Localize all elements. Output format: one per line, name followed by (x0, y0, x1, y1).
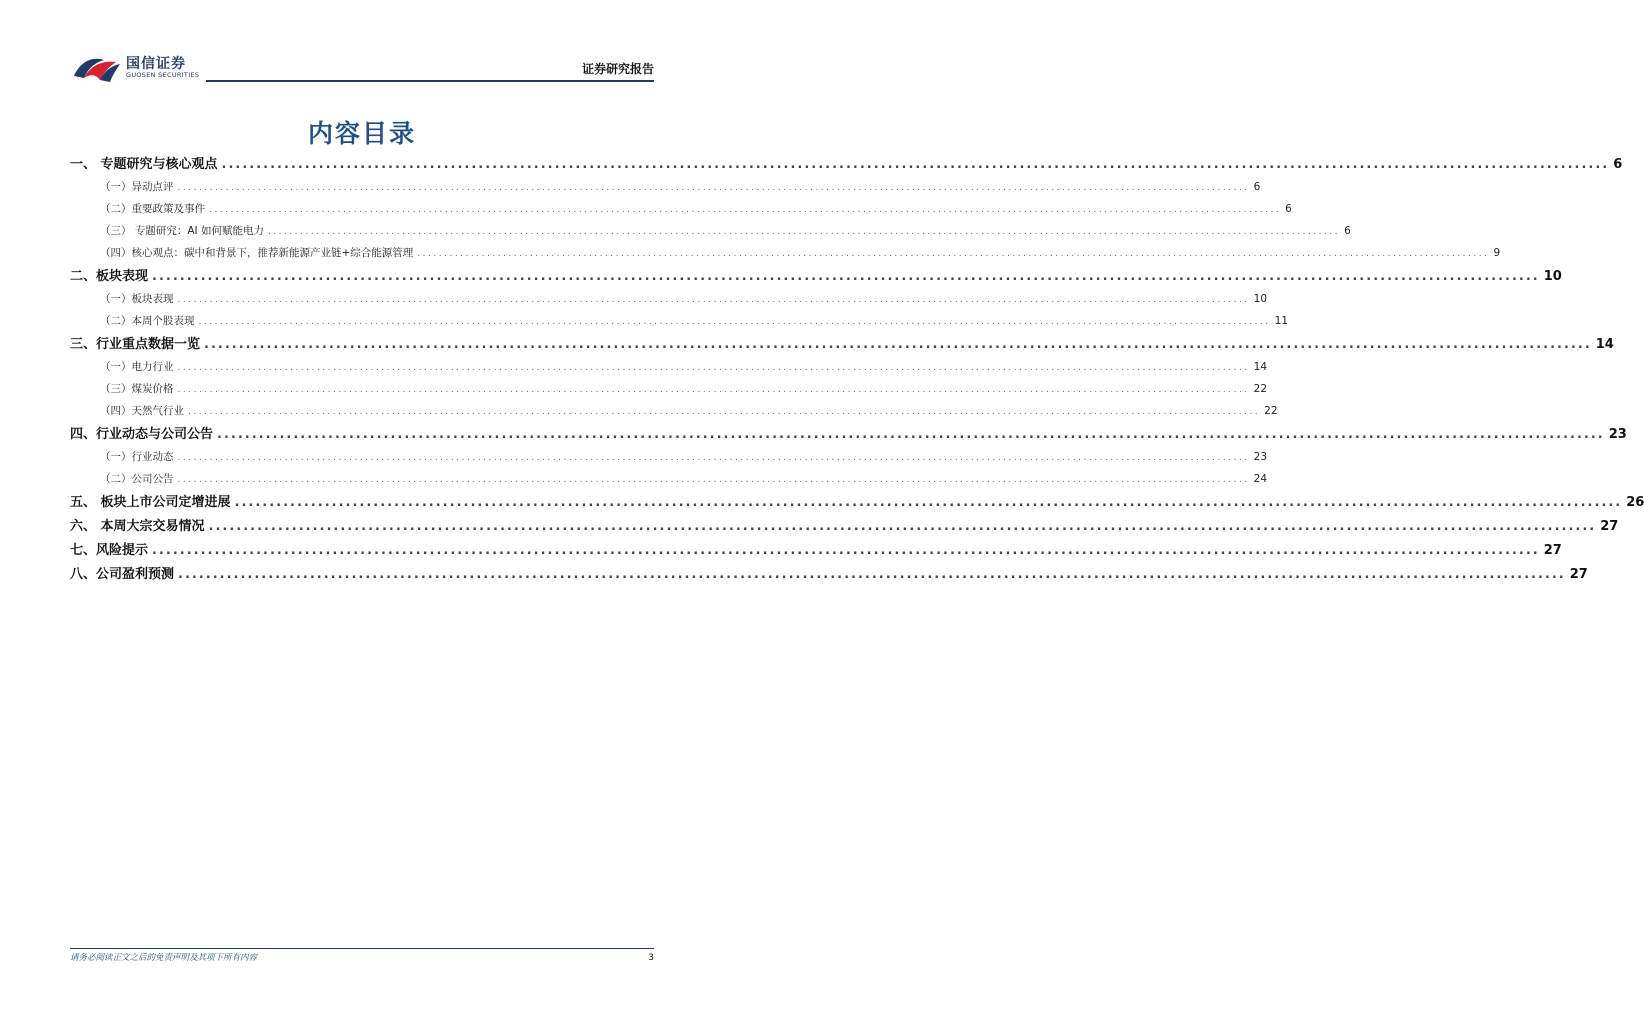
toc-entry-label: （三） 专题研究：AI 如何赋能电力 (100, 225, 264, 237)
toc-dot-leader: ........................................................................................................................................................................................................ (178, 567, 1566, 582)
toc-entry-page: 6 (1344, 225, 1351, 237)
toc-section-entry[interactable] (70, 564, 1588, 586)
toc-dot-leader: ........................................................................................................................................................................................................ (417, 249, 1490, 259)
toc-dot-leader: ........................................................................................................................................................................................................ (217, 427, 1605, 442)
toc-entry-label: （一）行业动态 (100, 451, 174, 463)
toc-subsection-entry[interactable] (70, 242, 1501, 264)
toc-entry-label: （一）板块表现 (100, 293, 174, 305)
toc-entry-page: 10 (1543, 269, 1562, 284)
toc-entry-page: 24 (1253, 473, 1268, 485)
page-header (0, 0, 724, 90)
toc-section-entry[interactable] (70, 266, 1562, 288)
toc-entry-page: 14 (1253, 361, 1268, 373)
toc-entry-label: 五、 板块上市公司定增进展 (70, 495, 231, 510)
toc-entry-label: 七、风险提示 (70, 543, 149, 558)
page-number: 3 (648, 953, 654, 963)
toc-entry-label: 二、板块表现 (70, 269, 149, 284)
guosen-logo-icon (70, 50, 124, 84)
toc-entry-label: （四）核心观点：碳中和背景下，推荐新能源产业链+综合能源管理 (100, 247, 414, 259)
toc-entry-page: 14 (1595, 337, 1614, 352)
toc-dot-leader: ........................................................................................................................................................................................................ (177, 183, 1250, 193)
logo-english-name: GUOSEN SECURITIES (126, 71, 200, 79)
toc-dot-leader: ........................................................................................................................................................................................................ (198, 317, 1271, 327)
toc-dot-leader: ........................................................................................................................................................................................................ (188, 407, 1261, 417)
header-divider (206, 80, 654, 82)
toc-section-entry[interactable] (70, 540, 1562, 562)
toc-title: 内容目录 (307, 119, 416, 148)
toc-subsection-entry[interactable] (70, 468, 1268, 490)
toc-entry-page: 6 (1253, 181, 1261, 193)
toc-subsection-entry[interactable] (70, 310, 1289, 332)
toc-dot-leader: ........................................................................................................................................................................................................ (177, 475, 1250, 485)
toc-entry-label: （二）本周个股表现 (100, 315, 195, 327)
toc-entry-label: 四、行业动态与公司公告 (70, 427, 214, 442)
toc-subsection-entry[interactable] (70, 356, 1268, 378)
toc-entry-label: 一、 专题研究与核心观点 (70, 157, 218, 172)
toc-entry-page: 6 (1613, 157, 1623, 172)
toc-section-entry[interactable] (70, 334, 1614, 356)
toc-subsection-entry[interactable] (70, 220, 1351, 242)
toc-dot-leader: ........................................................................................................................................................................................................ (152, 269, 1540, 284)
toc-dot-leader: ........................................................................................................................................................................................................ (221, 157, 1610, 172)
toc-dot-leader: ........................................................................................................................................................................................................ (177, 295, 1250, 305)
toc-subsection-entry[interactable] (70, 446, 1268, 468)
toc-dot-leader: ........................................................................................................................................................................................................ (204, 337, 1592, 352)
toc-entry-page: 9 (1493, 247, 1501, 259)
toc-entry-label: （四）天然气行业 (100, 405, 184, 417)
toc-dot-leader: ........................................................................................................................................................................................................ (234, 495, 1623, 510)
toc-dot-leader: ........................................................................................................................................................................................................ (177, 385, 1250, 395)
toc-entry-label: 六、 本周大宗交易情况 (70, 519, 205, 534)
toc-entry-label: （一）电力行业 (100, 361, 174, 373)
toc-entry-page: 27 (1569, 567, 1588, 582)
toc-subsection-entry[interactable] (70, 378, 1268, 400)
toc-entry-label: （一）异动点评 (100, 181, 174, 193)
toc-dot-leader: ........................................................................................................................................................................................................ (177, 363, 1250, 373)
toc-dot-leader: ........................................................................................................................................................................................................ (208, 519, 1597, 534)
toc-entry-page: 10 (1253, 293, 1268, 305)
toc-subsection-entry[interactable] (70, 198, 1292, 220)
footer-divider (70, 948, 654, 949)
toc-entry-page: 26 (1626, 495, 1644, 510)
toc-dot-leader: ........................................................................................................................................................................................................ (209, 205, 1282, 215)
toc-entry-label: （二）重要政策及事件 (100, 203, 205, 215)
toc-entry-label: 八、公司盈利预测 (70, 567, 175, 582)
logo-chinese-name: 国信证券 (126, 56, 186, 72)
toc-subsection-entry[interactable] (70, 400, 1278, 422)
toc-subsection-entry[interactable] (70, 288, 1268, 310)
toc-entry-page: 6 (1285, 203, 1292, 215)
toc-entry-page: 11 (1274, 315, 1289, 327)
toc-entry-page: 23 (1608, 427, 1627, 442)
toc-section-entry[interactable] (70, 516, 1619, 538)
toc-subsection-entry[interactable] (70, 176, 1261, 198)
company-logo (70, 50, 200, 84)
toc-section-entry[interactable] (70, 154, 1623, 176)
toc-dot-leader: ........................................................................................................................................................................................................ (177, 453, 1250, 463)
toc-entry-page: 27 (1600, 519, 1619, 534)
toc-entry-page: 27 (1543, 543, 1562, 558)
toc-entry-page: 23 (1253, 451, 1268, 463)
toc-entry-page: 22 (1253, 383, 1268, 395)
toc-section-entry[interactable] (70, 492, 1644, 514)
toc-entry-page: 22 (1264, 405, 1278, 417)
toc-entry-label: 三、行业重点数据一览 (70, 337, 201, 352)
toc-dot-leader: ........................................................................................................................................................................................................ (267, 227, 1341, 237)
table-of-contents (70, 154, 1644, 586)
footer-disclaimer: 请务必阅读正文之后的免责声明及其项下所有内容 (70, 953, 258, 963)
report-type-label: 证券研究报告 (581, 62, 654, 76)
toc-entry-label: （二）公司公告 (100, 473, 174, 485)
toc-dot-leader: ........................................................................................................................................................................................................ (152, 543, 1540, 558)
toc-section-entry[interactable] (70, 424, 1627, 446)
toc-entry-label: （三）煤炭价格 (100, 383, 174, 395)
